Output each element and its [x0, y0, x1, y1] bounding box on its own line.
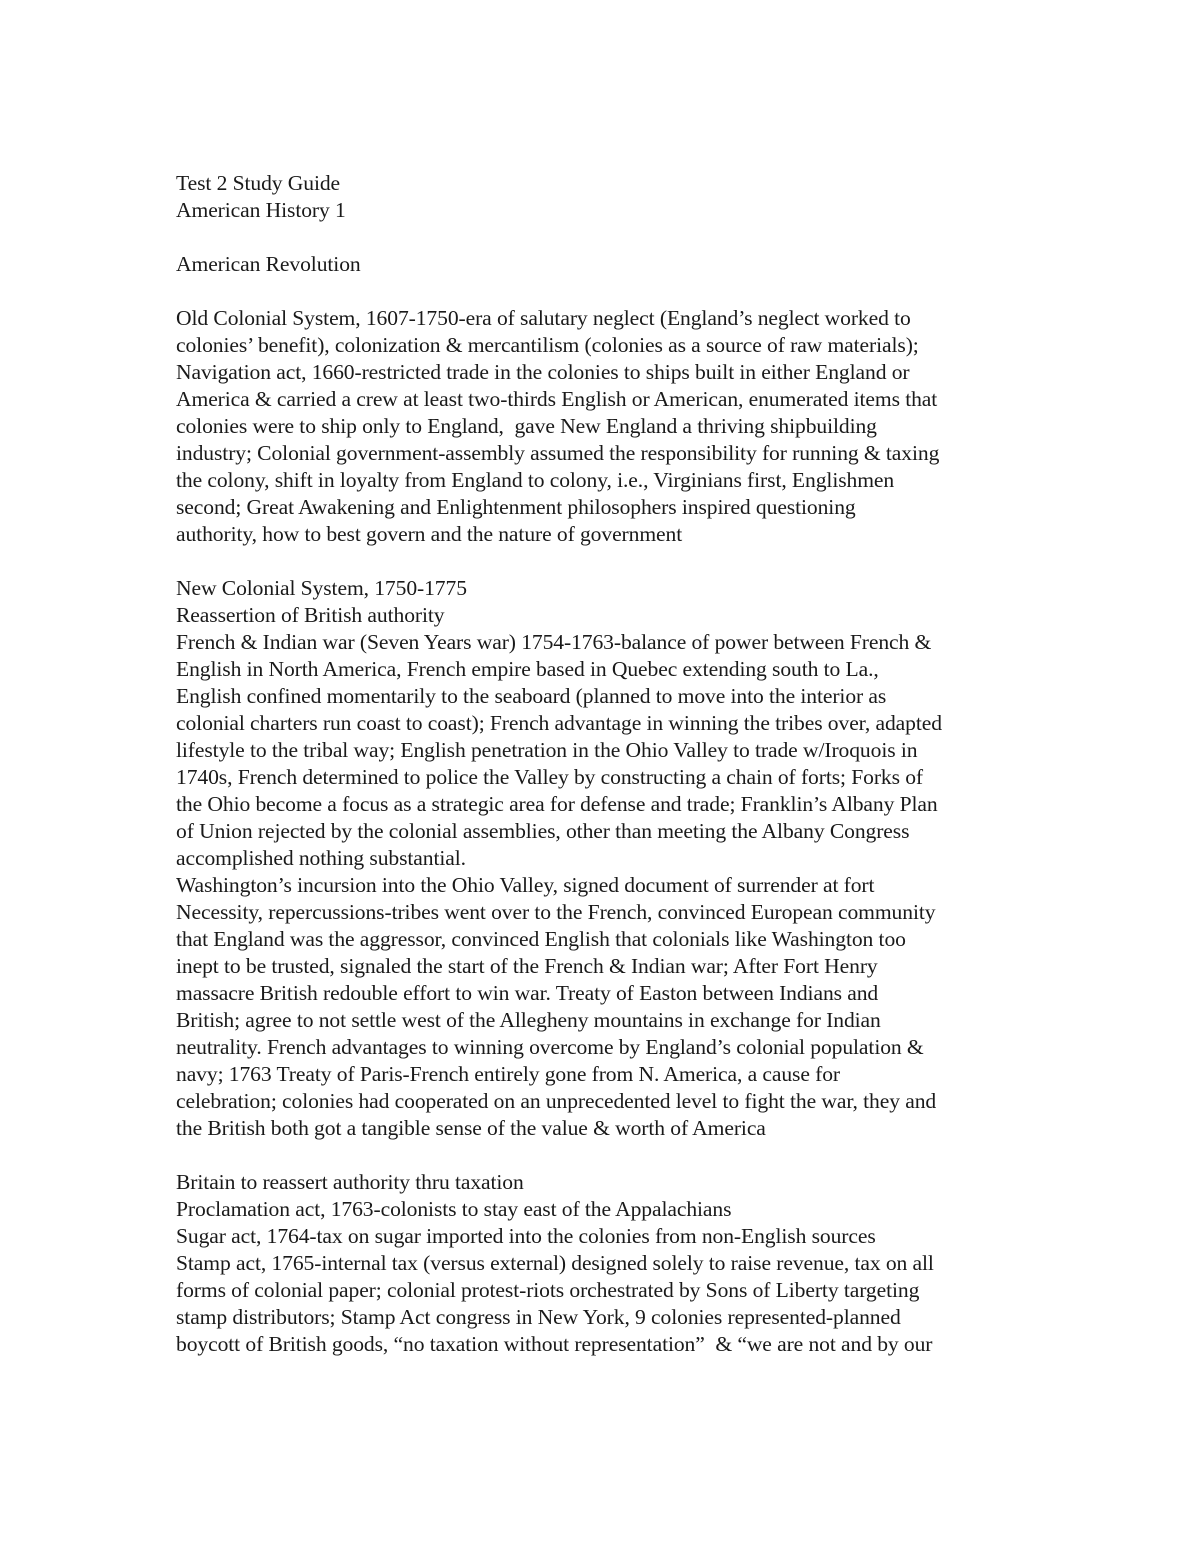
text-line: New Colonial System, 1750-1775 [176, 576, 467, 600]
text-line: Stamp act, 1765-internal tax (versus external) designed solely to raise revenue, tax on all [176, 1251, 934, 1275]
section-heading: American Revolution [176, 252, 361, 276]
text-line: the Ohio become a focus as a strategic area for defense and trade; Franklin’s Albany Plan [176, 792, 938, 816]
text-line: forms of colonial paper; colonial protest-riots orchestrated by Sons of Liberty targeting [176, 1278, 920, 1302]
blank-line [176, 548, 1028, 575]
text-line: industry; Colonial government-assembly assumed the responsibility for running & taxing [176, 441, 940, 465]
blank-line [176, 278, 1028, 305]
text-line: Old Colonial System, 1607-1750-era of salutary neglect (England’s neglect worked to [176, 306, 911, 330]
text-line: British; agree to not settle west of the Allegheny mountains in exchange for Indian [176, 1008, 881, 1032]
text-line: that England was the aggressor, convinced English that colonials like Washington too [176, 927, 906, 951]
text-line: Proclamation act, 1763-colonists to stay east of the Appalachians [176, 1197, 732, 1221]
text-line: stamp distributors; Stamp Act congress in New York, 9 colonies represented-planned [176, 1305, 901, 1329]
text-line: Navigation act, 1660-restricted trade in the colonies to ships built in either England or [176, 360, 910, 384]
paragraph-taxation [176, 1169, 1028, 1358]
blank-line [176, 224, 1028, 251]
text-line: boycott of British goods, “no taxation without representation” & “we are not and by our [176, 1332, 933, 1356]
text-line: of Union rejected by the colonial assemblies, other than meeting the Albany Congress [176, 819, 910, 843]
text-line: America & carried a crew at least two-thirds English or American, enumerated items that [176, 387, 938, 411]
document-body [176, 170, 1028, 1358]
text-line: lifestyle to the tribal way; English penetration in the Ohio Valley to trade w/Iroquois in [176, 738, 918, 762]
text-line: colonies were to ship only to England, gave New England a thriving shipbuilding [176, 414, 877, 438]
text-line: celebration; colonies had cooperated on an unprecedented level to fight the war, they and [176, 1089, 937, 1113]
text-line: English confined momentarily to the seaboard (planned to move into the interior as [176, 684, 887, 708]
text-line: English in North America, French empire based in Quebec extending south to La., [176, 657, 879, 681]
text-line: neutrality. French advantages to winning overcome by England’s colonial population & [176, 1035, 924, 1059]
text-line: colonies’ benefit), colonization & mercantilism (colonies as a source of raw materials); [176, 333, 919, 357]
text-line: French & Indian war (Seven Years war) 1754-1763-balance of power between French & [176, 630, 932, 654]
text-line: the British both got a tangible sense of the value & worth of America [176, 1116, 766, 1140]
text-line: Necessity, repercussions-tribes went over to the French, convinced European community [176, 900, 936, 924]
text-line: Britain to reassert authority thru taxation [176, 1170, 524, 1194]
text-line: colonial charters run coast to coast); French advantage in winning the tribes over, adapted [176, 711, 942, 735]
paragraph-old-colonial-system [176, 305, 1028, 548]
text-line: massacre British redouble effort to win war. Treaty of Easton between Indians and [176, 981, 879, 1005]
blank-line [176, 1142, 1028, 1169]
text-line: accomplished nothing substantial. [176, 846, 466, 870]
text-line: Washington’s incursion into the Ohio Valley, signed document of surrender at fort [176, 873, 875, 897]
text-line: authority, how to best govern and the nature of government [176, 522, 683, 546]
text-line: navy; 1763 Treaty of Paris-French entirely gone from N. America, a cause for [176, 1062, 841, 1086]
text-line: second; Great Awakening and Enlightenment philosophers inspired questioning [176, 495, 856, 519]
document-title: Test 2 Study Guide [176, 171, 341, 195]
text-line: the colony, shift in loyalty from England to colony, i.e., Virginians first, Englishmen [176, 468, 895, 492]
paragraph-new-colonial-system [176, 575, 1028, 1142]
text-line: inept to be trusted, signaled the start of the French & Indian war; After Fort Henry [176, 954, 878, 978]
course-name: American History 1 [176, 198, 346, 222]
text-line: Sugar act, 1764-tax on sugar imported into the colonies from non-English sources [176, 1224, 876, 1248]
text-line: Reassertion of British authority [176, 603, 445, 627]
text-line: 1740s, French determined to police the Valley by constructing a chain of forts; Forks of [176, 765, 924, 789]
